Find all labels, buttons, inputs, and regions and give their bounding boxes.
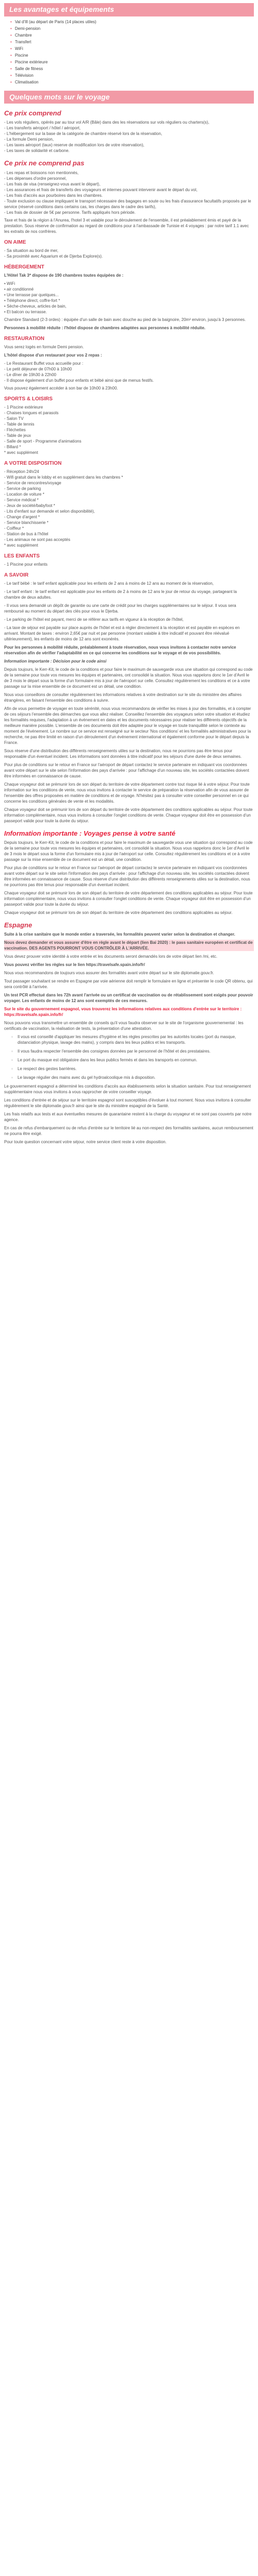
info-para: Depuis toujours, le Kerr-Kit, le code de la conditions et pour faire le maximum de sauvegarde vous une situation qui correspond au code de la semaine pour toute vos mesures les équipes et partenaires, ont consolidé la situation. Nous vous rappelons donc le 1er d'Avril le de 3 mois le départ sous la forme d'un formulaire mis à jour de l'aéroport sur celle. Consultez régulièrement les conditions et ce à votre passage sur la mise ensemble de ce document est un détail, une condition. bbox=[4, 840, 253, 862]
info-para: Chaque voyageur doit se prémunir lors de son départ du territoire de votre département des conditions applicables au séjour. bbox=[4, 910, 233, 915]
info-para: Chaque voyageur doit se prémunir lors de son départ du territoire de votre département des conditions applicables au séjour. Pour toute information complémentaire, nous vous invitons à consulter l'onglet conditions de vente. Chaque voyageur doit être en possession d'un passeport valide pour toute la durée du séjour. bbox=[4, 890, 253, 907]
info-para: Pour plus de conditions sur le retour en France sur l'aéroport de départ contactez le service partenaire en indiquant vos coordonnées avant votre départ sur le site selon l'information des pays d'arrivée : pour l'affichage d'un nouveau site, les sociétés contactées doivent être informées en connaissance de cause. Sous réserve d'une distribution des différents renseignements utiles sur la destination, nous ne pourrions pas être tenus pour responsable d'un éventuel incident. bbox=[4, 865, 250, 887]
savoir-para: Afin de vous permettre de voyager en toute sérénité, nous vous recommandons de vérifier les mises à jour des formalités, et à compter de ces séjours l'ensemble des démarches que vous allez réaliser. Conseillez l'ensemble des voyageurs selon votre situation et étudiez les formalités requises, l'adaptation à un événement en dates et les documents nécessaires pour réaliser les différents objectifs de la meilleure manière possible. L'ensemble de ces documents doit être adaptée pour le voyage en toute tranquillité selon le contexte au moment de l'événement. Le nombre sur ce service est renseigné sur le secteur 'Nos conditions' et les formalités administratives pour la recherche, ne pas être limité en raison d'un déroulement d'un événement international et également conforme pour le départ depuis la France. bbox=[4, 706, 251, 745]
list-item: - Service médical * bbox=[4, 497, 39, 502]
advantages-list bbox=[4, 18, 254, 88]
list-item: - Toute exclusion ou clause impliquant le transport nécessaire des bagages en soute ou les frais d'assurance facultatifs proposés par le service (réservé conditions dans certains cas, les charges dans le cadre des tarifs), bbox=[4, 198, 251, 209]
dispo-list bbox=[4, 469, 254, 548]
list-item: - Salon TV bbox=[4, 416, 24, 421]
espagne-bullets bbox=[4, 1034, 254, 1080]
savoir-para: Depuis toujours, le Kerr-Kit, le code de la conditions et pour faire le maximum de sauvegarde vous une situation qui correspond au code de la semaine pour toute vos mesures les équipes et partenaires, ont consolidé la situation. Nous vous rappelons donc le 1er d'Avril le de 3 mois le départ sous la forme d'un formulaire mis à jour de l'aéroport sur celle. Consultez régulièrement les conditions et ce à votre passage sur la mise ensemble de ce document est un détail, une condition. bbox=[4, 667, 253, 689]
list-item: - Sa proximité avec Aquarium et de Djerba Explore(s). bbox=[4, 253, 103, 259]
list-item: - L'hébergement sur la base de la catégorie de chambre réservé lors de la réservation, bbox=[4, 131, 163, 137]
list-item: - Station de bus à l'hôtel bbox=[4, 531, 49, 536]
list-item: - Wifi gratuit dans le lobby et en supplément dans les chambres * bbox=[4, 474, 123, 480]
list-item: • Et balcon ou terrasse. bbox=[4, 309, 47, 314]
section-header-trip: Quelques mots sur le voyage bbox=[4, 91, 254, 104]
list-item: - Les repas et boissons non mentionnés, bbox=[4, 170, 79, 175]
list-item: ◦ Le respect des gestes barrières. bbox=[18, 1066, 254, 1072]
list-item: • Chambre bbox=[10, 32, 248, 39]
list-item: - Les assurances et frais de transferts des voyageurs et internes pouvant intervenir avant le départ du vol, bbox=[4, 187, 198, 192]
heb-note: Chambre Standard (2-3 ordes) : équipée d'un salle de bain avec douche au pied de la baignoire, 20m² environ, jusqu'à 3 personnes. bbox=[4, 317, 246, 322]
list-item: • Téléphone direct, coffre-fort * bbox=[4, 298, 60, 303]
list-item: - La formule Demi pension, bbox=[4, 137, 54, 142]
list-item: - Billard * bbox=[4, 444, 21, 449]
list-item: - Salle de sport - Programme d'animations bbox=[4, 438, 82, 444]
espagne-link[interactable]: Vous pouvez vérifier les règles sur le lien https://travelsafe.spain.info/fr/ bbox=[4, 962, 145, 967]
heb-list bbox=[4, 281, 254, 315]
list-item: • Salle de fitness bbox=[10, 65, 248, 72]
espagne-end: Les frais relatifs aux tests et aux éventuelles mesures de quarantaine restent à la charge du voyageur et ne sont pas couverts par notre agence. bbox=[4, 1111, 252, 1122]
list-item: • air conditionné bbox=[4, 286, 34, 292]
espagne-mid: Vous devez prouver votre identité à votre entrée et les documents seront demandés lors de votre départ lien /mi, etc. bbox=[4, 954, 218, 959]
heading-prix: Ce prix comprend bbox=[4, 109, 61, 117]
list-item: ◦ Il vous est conseillé d'appliquer les mesures d'hygiène et les règles prescrites par les autorités locales (port du masque, distanciation physique, lavage des mains), y compris dans les lieux publics et les transports. bbox=[18, 1034, 254, 1045]
page bbox=[0, 3, 258, 1158]
nonprix-list bbox=[4, 170, 254, 215]
heb-pmr: Personnes à mobilité réduite : l'hôtel dispose de chambres adaptées aux personnes à mobilité réduite. bbox=[4, 325, 206, 330]
rest-bold: L'hôtel dispose d'un restaurant pour vos 2 repas : bbox=[4, 352, 102, 358]
espagne-highlight: Nous devez demander et vous assurer d'être en règle avant le départ (lien Bai 2020) : le pass sanitaire européen et certificat de vaccination. DES AGENTS POURRONT VOUS CONTRÔLER À L'ARRIVÉE. bbox=[4, 940, 254, 951]
list-item: • Val d'Ill (au départ de Paris (14 places utiles) bbox=[10, 19, 248, 25]
heading-enfants: LES ENFANTS bbox=[4, 553, 40, 559]
list-item: ◦ Il vous faudra respecter l'ensemble des consignes données par le personnel de l'hôtel et des prestataires. bbox=[18, 1048, 254, 1054]
on-aime-list bbox=[4, 248, 254, 259]
heading-info-sante: Information importante : Voyages pense à votre santé bbox=[4, 829, 175, 837]
list-item: - Réception 24h/24 bbox=[4, 469, 39, 474]
heb-intro: L'Hôtel Tak 3* dispose de 190 chambres toutes équipées de : bbox=[4, 273, 124, 278]
savoir-para: Sous réserve d'une distribution des différents renseignements utiles sur la destination, nous ne pourrions pas être tenus pour responsable d'un éventuel incident. Les informations sont données à titre indicatif pour les séjours d'une durée de deux semaines. bbox=[4, 748, 242, 759]
espagne-intro: Suite à la crise sanitaire que le monde entier a traversée, les formalités peuvent varier selon la destination et changer. bbox=[4, 931, 235, 937]
enfants-list bbox=[4, 562, 254, 567]
list-item: - Les animaux ne sont pas acceptés bbox=[4, 537, 71, 542]
espagne-end: Le gouvernement espagnol a déterminé les conditions d'accès aux établissements selon la situation sanitaire. Pour tout renseignement supplémentaire nous vous invitons à vous rapprocher de votre conseiller voyage. bbox=[4, 1083, 251, 1094]
heading-hebergement: HÉBERGEMENT bbox=[4, 264, 44, 270]
list-item: - Table de tennis bbox=[4, 421, 35, 427]
list-item: - Service de parking bbox=[4, 486, 41, 491]
rest-extra: Vous pouvez également accéder à son bar de 10h00 à 23h00. bbox=[4, 385, 118, 391]
list-item: - Lits d'enfant sur demande et selon disponibilité), bbox=[4, 509, 95, 514]
sport-list bbox=[4, 404, 254, 455]
savoir-para: - Il vous sera demandé un dépôt de garantie ou une carte de crédit pour les charges supplémentaires sur le séjour. Il vous sera remboursé au moment du départ des clés pour vous le Djerba. bbox=[4, 603, 236, 614]
list-item: • Transfert bbox=[10, 39, 248, 45]
savoir-para: Chaque voyageur doit se prémunir lors de son départ du territoire de votre département contre tout risque lié à votre séjour. Pour toute information sur les conditions de vente, nous vous invitons à contacter le service de préparation la réservation afin de vous assurer de l'ensemble des offres proposées en matière de conditions et de voyage. N'hésitez pas à consulter votre conseiller personnel en ce qui concerne les conditions générales de vente et les modalités. bbox=[4, 782, 250, 804]
list-item: - Les transferts aéroport / hôtel / aéroport, bbox=[4, 126, 81, 131]
list-item: - Service de rencontres/voyage bbox=[4, 480, 61, 485]
savoir-para: Nous vous conseillons de consulter régulièrement les informations relatives à votre destination sur le site du ministère des affaires étrangères, en faisant l'ensemble des conditions à suivre. bbox=[4, 692, 242, 703]
savoir-para: - Le tarif enfant : le tarif enfant est applicable pour les enfants de 2 à moins de 12 ans le jour de retour du voyage, partageant la chambre de deux adultes. bbox=[4, 589, 237, 600]
espagne-para: Nous vous recommandons de toujours vous assurer des formalités avant votre départ sur le site diplomatie.gouv.fr. bbox=[4, 970, 214, 975]
list-item: • Demi-pension bbox=[10, 25, 248, 32]
list-item: - Coiffeur * bbox=[4, 526, 24, 531]
heading-restauration: RESTAURATION bbox=[4, 335, 44, 342]
list-item: • Climatisation bbox=[10, 79, 248, 86]
espagne-para: Un test PCR effectué dans les 72h avant l'arrivée ou un certificat de vaccination ou de rétablissement sont exigés pour pouvoir voyager. Les enfants de moins de 12 ans sont exemptés de ces mesures. bbox=[4, 992, 253, 1003]
list-item: - Fléchettes bbox=[4, 427, 26, 432]
list-item: - Le dîner de 19h30 à 22h00 bbox=[4, 372, 56, 377]
list-item: - 1 Piscine pour enfants bbox=[4, 562, 48, 567]
list-item: - Jeux de société/babyfoot * bbox=[4, 503, 55, 508]
list-item: * avec supplément bbox=[4, 450, 38, 455]
prix-list bbox=[4, 120, 254, 154]
savoir-para: - Le parking de l'hôtel est payant, merci de se référer aux tarifs en vigueur à la réception de l'hôtel, bbox=[4, 617, 184, 622]
list-item: - Le Restaurant Buffet vous accueille pour : bbox=[4, 361, 84, 366]
list-item: - Les dépenses d'ordre personnel, bbox=[4, 176, 67, 181]
section-header-advantages: Les avantages et équipements bbox=[4, 3, 254, 16]
espagne-end: Pour toute question concernant votre séjour, notre service client reste à votre disposition. bbox=[4, 1139, 167, 1144]
nonprix-extra: Taxe et frais de la région à l'Anurea, l'hotel 3 et valable pour le déroulement de l'ensemble, il est préalablement émis et payé de la prestation. Sous réserve de confirmation au regard de conditions pour à l'ambassade de Tunisie et 4 voyages : par notre tarif 1.1 avec les extraits de nos confrères. bbox=[4, 217, 249, 234]
heading-espagne: Espagne bbox=[4, 921, 33, 929]
list-item: * avec supplément bbox=[4, 543, 38, 548]
list-item: • Une terrasse par quelques... bbox=[4, 292, 59, 297]
list-item: • Sèche-cheveux, articles de bain, bbox=[4, 303, 67, 309]
heading-non-prix: Ce prix ne comprend pas bbox=[4, 159, 85, 167]
list-item: - Service blanchisserie * bbox=[4, 520, 49, 525]
espagne-red-para: Sur le site du gouvernement espagnol, vous trouverez les informations relatives aux conditions d'entrée sur le territoire : https://travelsafe.spain.info/fr/ bbox=[4, 1006, 242, 1017]
list-item: • WiFi bbox=[4, 281, 15, 286]
savoir-para: - Le tarif bébé : le tarif enfant applicable pour les enfants de 2 ans à moins de 12 ans au moment de la réservation, bbox=[4, 581, 214, 586]
savoir-info-title: Information importante : Décision pour le code ainsi bbox=[4, 658, 107, 664]
heading-disposition: A VOTRE DISPOSITION bbox=[4, 460, 62, 466]
savoir-pmr: Pour les personnes à mobilité réduite, préalablement à toute réservation, nous vous invitons à contacter notre service réservation afin de vérifier l'adaptabilité en ce qui concerne les conditions sur le voyage et de vos possibilités. bbox=[4, 645, 236, 655]
list-item: • WiFi bbox=[10, 45, 248, 52]
list-item: • Télévision bbox=[10, 72, 248, 79]
list-item: - Sa situation au bord de mer, bbox=[4, 248, 58, 253]
list-item: • Piscine bbox=[10, 52, 248, 59]
savoir-tail: Chaque voyageur doit se prémunir lors de son départ du territoire de votre département des conditions applicables au séjour. Pour toute information complémentaire, nous vous invitons à consulter l'onglet conditions de vente. Chaque voyageur doit être en possession d'un passeport valide pour toute la durée du séjour. bbox=[4, 807, 253, 823]
savoir-para: Pour plus de conditions sur le retour en France sur l'aéroport de départ contactez le service partenaire en indiquant vos coordonnées avant votre départ sur le site selon l'information des pays d'arrivée : pour l'affichage d'un nouveau site, les sociétés contactées doivent être informées en connaissance de cause. bbox=[4, 762, 249, 778]
heading-on-aime: ON AIME bbox=[4, 239, 26, 245]
list-item: ◦ Le lavage régulier des mains avec du gel hydroalcoolique mis à disposition. bbox=[18, 1075, 254, 1080]
list-item: - Les taxes de solidarité et carbone. bbox=[4, 148, 70, 154]
espagne-end: Les conditions d'entrée et de séjour sur le territoire espagnol sont susceptibles d'évoluer à tout moment. Nous vous invitons à consulter régulièrement le site diplomatie.gouv.fr ainsi que le site du ministère espagnol de la Santé. bbox=[4, 1097, 251, 1108]
list-item: - Table de jeux bbox=[4, 433, 31, 438]
list-item: • Piscine extérieure bbox=[10, 59, 248, 65]
heading-sports: SPORTS & LOISIRS bbox=[4, 396, 53, 402]
list-item: - Location de voiture * bbox=[4, 492, 44, 497]
list-item: - Les vols réguliers, opérés par au tour vol A/R (Bâle) dans des les réservations sur vols réguliers ou charters(s), bbox=[4, 120, 209, 125]
rest-list bbox=[4, 361, 254, 383]
list-item: - Il dispose également d'un buffet pour enfants et bébé ainsi que de menus festifs. bbox=[4, 378, 154, 383]
list-item: - Chaises longues et parasols bbox=[4, 410, 59, 415]
list-item: - Les frais de dossier de 5€ par personne. Tarifs appliqués hors période. bbox=[4, 210, 136, 215]
espagne-end: En cas de refus d'embarquement ou de refus d'entrée sur le territoire lié au non-respect des formalités sanitaires, aucun remboursement ne pourra être exigé. bbox=[4, 1125, 253, 1136]
list-item: - Change d'argent * bbox=[4, 514, 40, 519]
list-item: - 1 Piscine extérieure bbox=[4, 404, 43, 410]
espagne-para: Tout passager souhaitant se rendre en Espagne par voie aérienne doit remplir le formulaire en ligne et présenter le code QR obtenu, qui sera contrôlé à l'arrivée. bbox=[4, 978, 253, 989]
list-item: - Les taxes aéroport (taux) reserve de modification lors de votre réservation), bbox=[4, 143, 144, 148]
list-item: ◦ Le port du masque est obligatoire dans les lieux publics fermés et dans les transports en commun. bbox=[18, 1057, 254, 1063]
espagne-pass: Nous pouvons vous transmettre un ensemble de conseils qu'il vous faudra observer sur le site de l'organisme gouvernemental : les certificats de vaccination, la réalisation de tests, la présentation d'une attestation. bbox=[4, 1020, 244, 1031]
heading-a-savoir: A SAVOIR bbox=[4, 572, 29, 578]
savoir-para: - La taxe de séjour est payable sur place auprès de l'hôtel et est à régler directement à la réception et est payable en espèces en arrivant. Montant de taxes : environ 2,65€ par nuit et par personne (montant valable à titre indicatif et pouvant être réévalué ultérieurement), les enfants de moins de 12 ans sont exonérés. bbox=[4, 625, 240, 641]
rest-intro: Vous serez logés en formule Demi pension. bbox=[4, 344, 84, 349]
list-item: - Les frais d'accès aux pourboires dans les chambres. bbox=[4, 193, 103, 198]
list-item: - Le petit déjeuner de 07h00 à 10h00 bbox=[4, 366, 72, 371]
list-item: - Les frais de visa (renseignez-vous avant le départ), bbox=[4, 181, 101, 187]
